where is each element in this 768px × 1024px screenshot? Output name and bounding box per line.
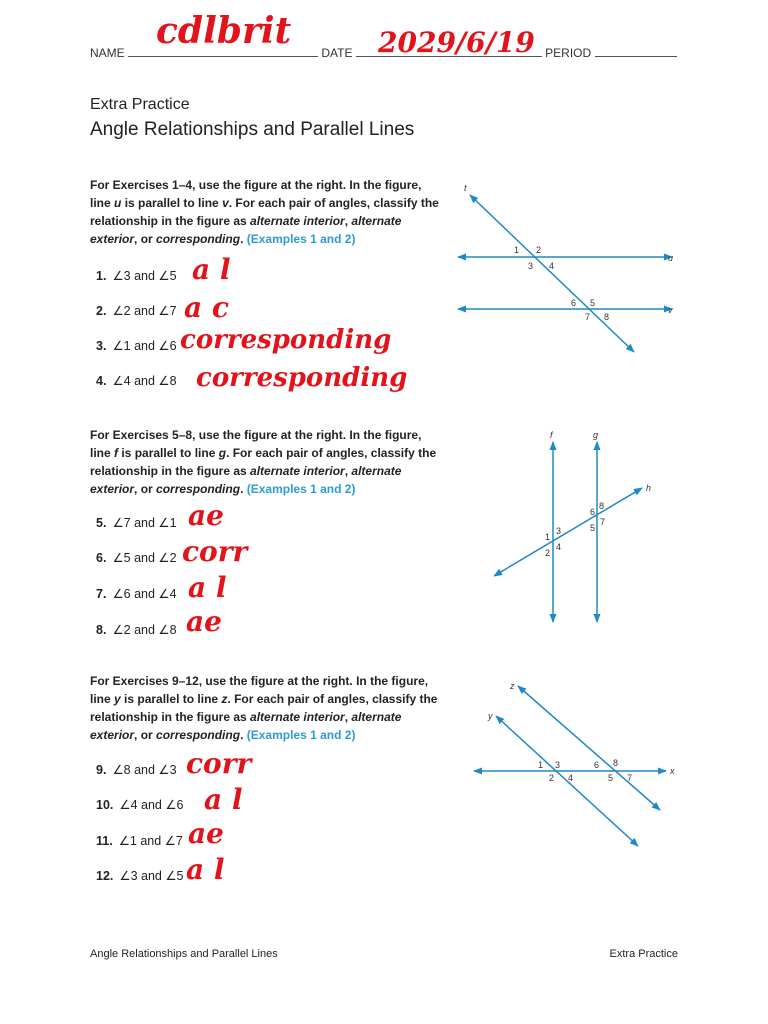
svg-text:3: 3 (556, 526, 562, 536)
section-2-instructions: For Exercises 5–8, use the figure at the right. In the figure, line f is parallel to line g. For each pair of angles, classify the relationship in the figure as alternate interior, alternate exterior, or corresponding. (Examples 1 and 2) (90, 428, 437, 496)
date-label: DATE (321, 46, 353, 60)
answer-6[interactable]: corr (182, 535, 248, 568)
svg-text:8: 8 (604, 312, 610, 322)
handwritten-name: cdlbrit (156, 10, 292, 52)
svg-text:7: 7 (627, 773, 633, 783)
label-v: v (668, 305, 673, 315)
label-z: z (510, 681, 515, 691)
handwritten-date: 2029/6/19 (378, 26, 535, 59)
question-12: 12. ∠3 and ∠5 (96, 869, 184, 883)
svg-text:6: 6 (590, 507, 596, 517)
svg-text:4: 4 (568, 773, 574, 783)
label-f: f (550, 430, 553, 440)
question-10: 10. ∠4 and ∠6 (96, 798, 184, 812)
line-z (518, 686, 660, 810)
svg-text:2: 2 (549, 773, 555, 783)
footer-right: Extra Practice (609, 948, 678, 960)
answer-3[interactable]: corresponding (180, 325, 392, 355)
question-4: 4. ∠4 and ∠8 (96, 374, 177, 388)
question-2: 2. ∠2 and ∠7 (96, 304, 177, 318)
question-3: 3. ∠1 and ∠6 (96, 339, 177, 353)
question-1: 1. ∠3 and ∠5 (96, 269, 177, 283)
question-7: 7. ∠6 and ∠4 (96, 587, 177, 601)
svg-text:2: 2 (545, 548, 551, 558)
answer-2[interactable]: a c (184, 291, 229, 324)
period-label: PERIOD (545, 46, 592, 60)
answer-9[interactable]: corr (186, 747, 252, 780)
answer-10[interactable]: a l (204, 783, 243, 816)
svg-text:4: 4 (549, 261, 555, 271)
svg-text:6: 6 (571, 298, 577, 308)
svg-text:6: 6 (594, 760, 600, 770)
answer-5[interactable]: ae (188, 499, 224, 532)
svg-text:5: 5 (590, 523, 596, 533)
period-field[interactable] (595, 46, 677, 57)
question-8: 8. ∠2 and ∠8 (96, 623, 177, 637)
svg-text:1: 1 (545, 532, 551, 542)
worksheet-title: Angle Relationships and Parallel Lines (90, 119, 415, 140)
line-y (496, 716, 638, 846)
line-t (470, 195, 634, 352)
svg-text:3: 3 (528, 261, 534, 271)
label-y: y (488, 711, 493, 721)
worksheet-subtitle: Extra Practice (90, 96, 190, 113)
name-label: NAME (90, 46, 125, 60)
examples-link[interactable]: (Examples 1 and 2) (246, 728, 356, 742)
question-11: 11. ∠1 and ∠7 (96, 834, 183, 848)
svg-text:7: 7 (585, 312, 591, 322)
svg-text:5: 5 (590, 298, 596, 308)
question-5: 5. ∠7 and ∠1 (96, 516, 177, 530)
svg-text:8: 8 (613, 758, 619, 768)
label-u: u (668, 253, 674, 263)
figure-parallel-lines-f-g (484, 424, 664, 630)
svg-text:3: 3 (555, 760, 561, 770)
label-x: x (670, 766, 675, 776)
answer-12[interactable]: a l (186, 853, 225, 886)
svg-text:5: 5 (608, 773, 614, 783)
svg-text:7: 7 (600, 517, 606, 527)
label-t: t (464, 183, 467, 193)
examples-link[interactable]: (Examples 1 and 2) (246, 482, 356, 496)
answer-1[interactable]: a l (192, 253, 231, 286)
answer-11[interactable]: ae (188, 817, 224, 850)
section-3-instructions: For Exercises 9–12, use the figure at the right. In the figure, line y is parallel to line z. For each pair of angles, classify the relationship in the figure as alternate interior, alternate exterior, or corresponding. (Examples 1 and 2) (90, 674, 438, 742)
svg-text:1: 1 (538, 760, 544, 770)
line-h (494, 488, 642, 576)
svg-text:2: 2 (536, 245, 542, 255)
figure-parallel-lines-u-v (450, 180, 690, 360)
question-6: 6. ∠5 and ∠2 (96, 551, 177, 565)
footer-left: Angle Relationships and Parallel Lines (90, 948, 278, 960)
answer-7[interactable]: a l (188, 571, 227, 604)
svg-text:1: 1 (514, 245, 520, 255)
label-g: g (593, 430, 599, 440)
figure-parallel-lines-y-z (466, 676, 686, 854)
answer-4[interactable]: corresponding (196, 363, 408, 393)
question-9: 9. ∠8 and ∠3 (96, 763, 177, 777)
svg-text:8: 8 (599, 501, 605, 511)
answer-8[interactable]: ae (186, 605, 222, 638)
section-1-instructions: For Exercises 1–4, use the figure at the right. In the figure, line u is parallel to line v. For each pair of angles, classify the relationship in the figure as alternate interior, alternate exterior, or corresponding. (Examples 1 and 2) (90, 178, 439, 246)
svg-text:4: 4 (556, 542, 562, 552)
examples-link[interactable]: (Examples 1 and 2) (246, 232, 356, 246)
label-h: h (646, 483, 652, 493)
